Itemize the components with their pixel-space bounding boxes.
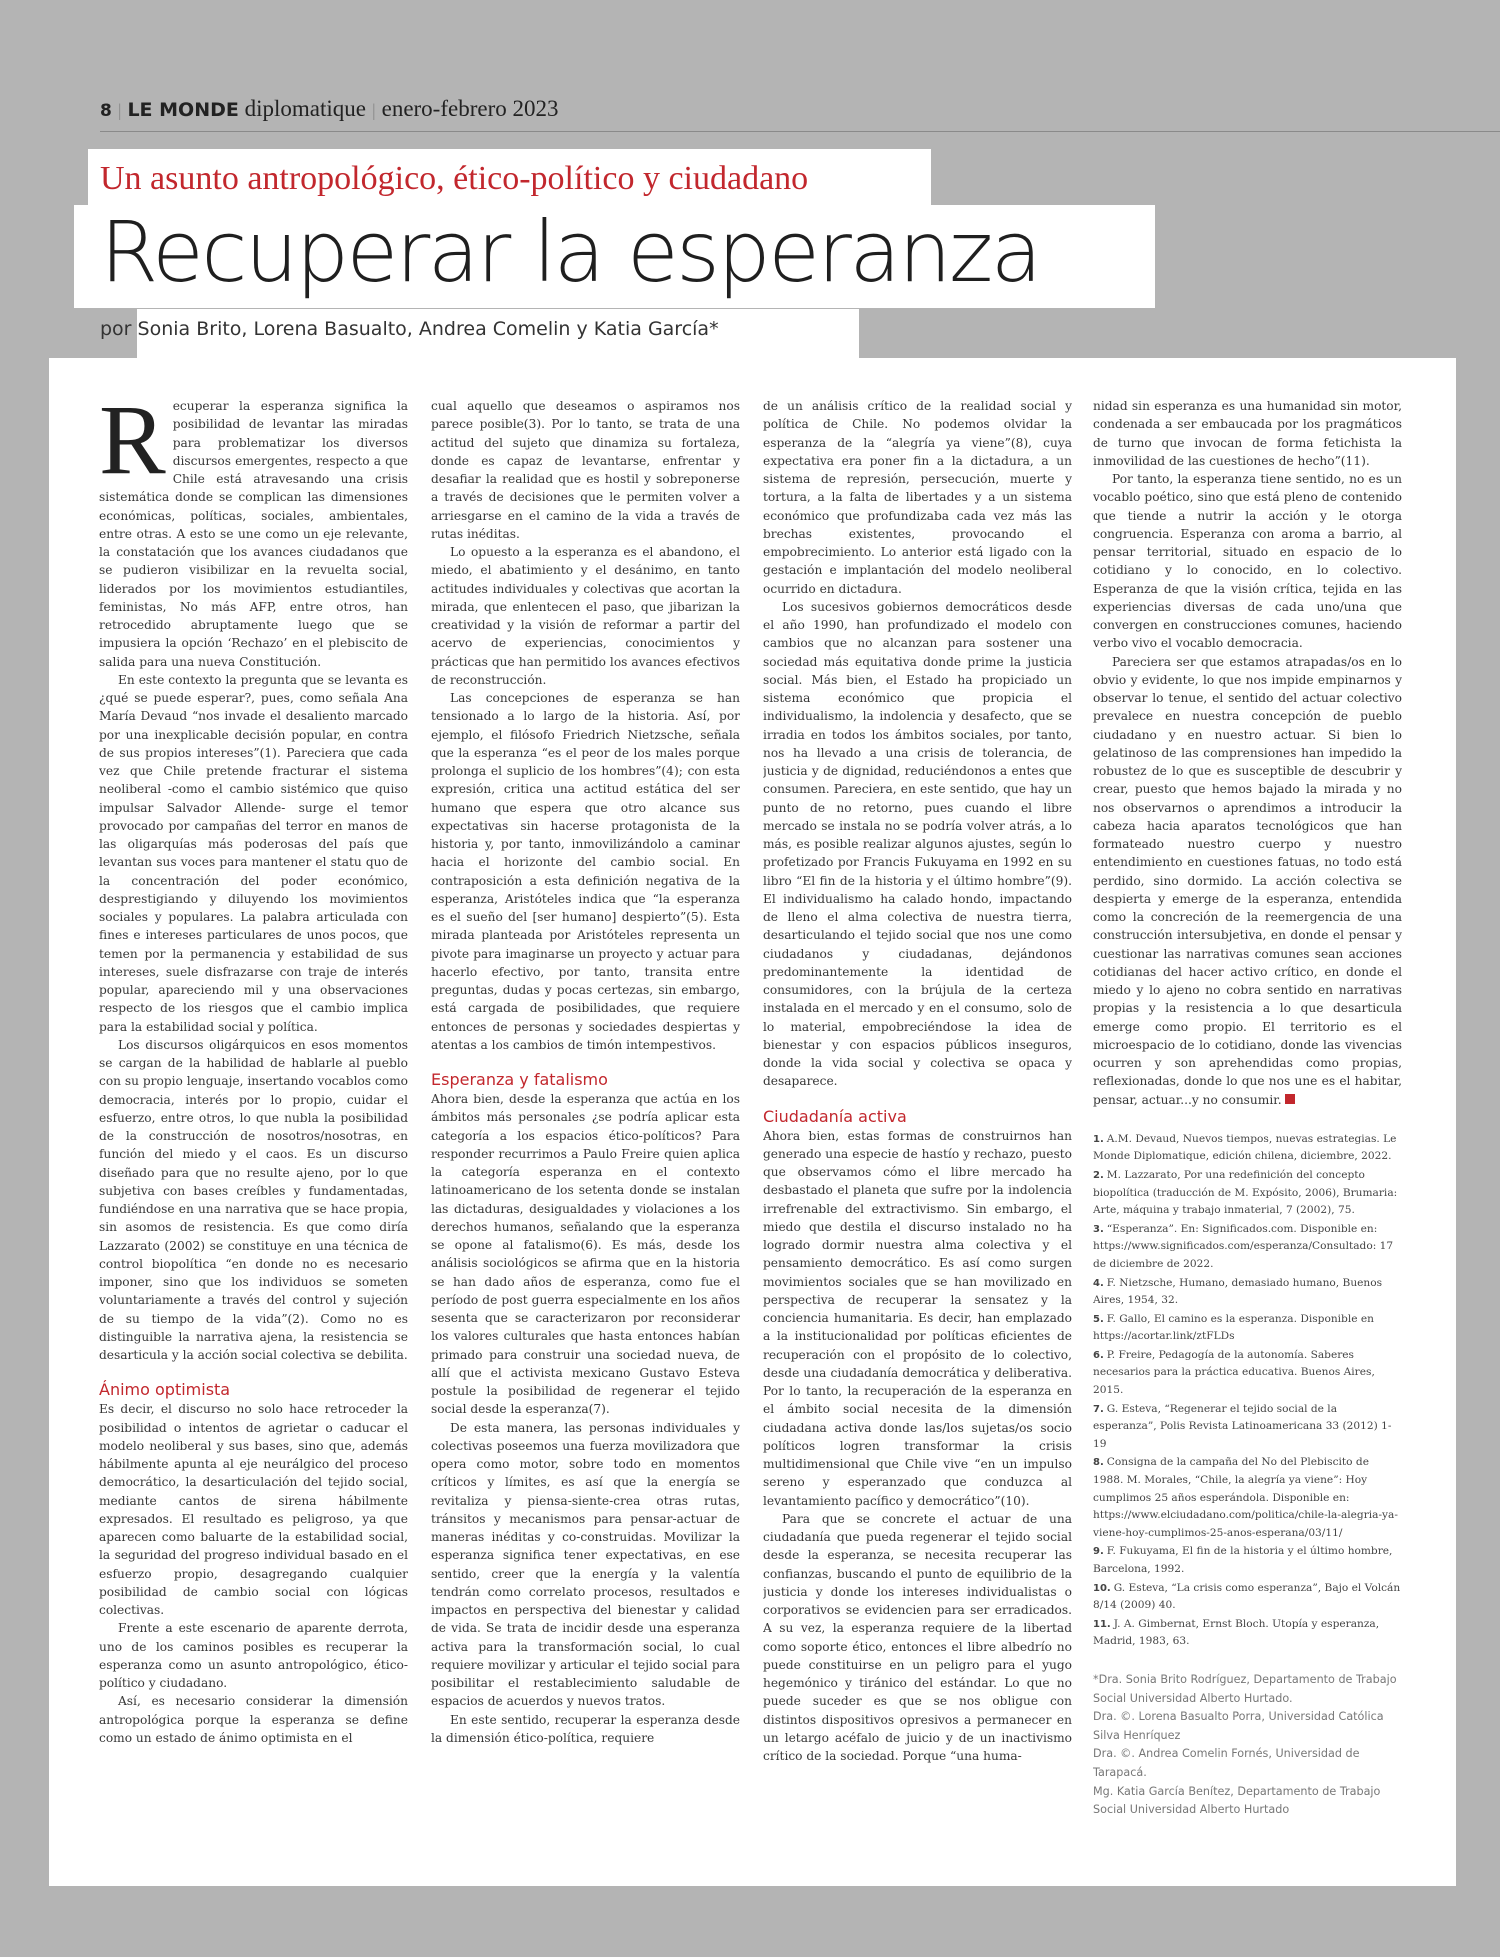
- footnote-text: M. Lazzarato, Por una redefinición del concepto biopolítica (traducción de M. Expósito, 2006), Brumaria: Arte, máquina y trabajo inmaterial, 7 (2002), 75.: [1093, 1168, 1398, 1217]
- body-paragraph: Recuperar la esperanza significa la posibilidad de levantar las miradas para problematizar los diversos discursos emergentes, respecto a que Chile está atravesando una crisis sistemática donde se complican las dimensiones económicas, políticas, sociales, ambientales, entre otras. A esto se une como un eje relevante, la constatación que los avances ciudadanos que se pudieron visibilizar en la revuelta social, liderados por los movimientos estudiantiles, feministas, No más AFP, entre otros, han retrocedido abruptamente luego que se impusiera la opción ‘Rechazo’ en el plebiscito de salida para una nueva Constitución.: [99, 397, 408, 669]
- end-mark: [1285, 1094, 1295, 1104]
- article-title: Recuperar la esperanza: [100, 203, 1040, 301]
- author-credit: Dra. ©. Lorena Basualto Porra, Universidad Católica Silva Henríquez: [1093, 1710, 1384, 1742]
- footnotes-list: [1093, 1131, 1402, 1651]
- body-paragraph: Es decir, el discurso no solo hace retroceder la posibilidad o intentos de agrietar o caducar el modelo neoliberal y sus bases, sino que, además hábilmente apunta al eje neurálgico del proceso democrático, la desarticulación del tejido social, mediante cantos de sirena hábilmente expresados. El resultado es peligroso, ya que aparecen como baluarte de la estabilidad social, la seguridad del progreso individual basado en el esfuerzo propio, desagregando cualquier posibilidad de cambio social con lógicas colectivas.: [99, 1402, 408, 1617]
- footnote-number: 11.: [1093, 1618, 1111, 1630]
- footnote-text: G. Esteva, “La crisis como esperanza”, Bajo el Volcán 8/14 (2009) 40.: [1093, 1581, 1401, 1612]
- issue-date: enero-febrero 2023: [381, 96, 559, 121]
- footnote-number: 5.: [1093, 1313, 1104, 1325]
- author-credits: [1093, 1671, 1402, 1820]
- page-number: 8: [100, 101, 112, 121]
- author-credit: *Dra. Sonia Brito Rodríguez, Departamento de Trabajo Social Universidad Alberto Hurtado.: [1093, 1672, 1397, 1705]
- body-paragraph: Para que se concrete el actuar de una ciudadanía que pueda regenerar el tejido social desde la esperanza, se necesita recuperar las confianzas, buscando el punto de equilibrio de la justicia y donde los intereses individualistas o corporativos se evidencien para ser erradicados. A su vez, la esperanza requiere de la libertad como soporte ético, entonces el libre albedrío no puede constituirse en un peligro para el yugo hegemónico y tiránico del estándar. Lo que no puede suceder es que se nos obligue con distintos dispositivos opresivos a permanecer en un letargo acéfalo de juicio y de un inactivismo crítico de la sociedad. Porque “una huma-: [763, 1511, 1072, 1763]
- footnote-item: [1093, 1221, 1402, 1274]
- footnote-text: J. A. Gimbernat, Ernst Bloch. Utopía y esperanza, Madrid, 1983, 63.: [1093, 1617, 1380, 1648]
- footnote-number: 8.: [1093, 1457, 1104, 1469]
- body-paragraph: de un análisis crítico de la realidad social y política de Chile. No podemos olvidar la esperanza de la “alegría ya viene”(8), cuya expectativa era poner fin a la dictadura, a un sistema de represión, persecución, muerte y tortura, a la falta de libertades y a un sistema económico que profundizaba cada vez más las brechas existentes, provocando el empobrecimiento. Lo anterior está ligado con la gestación e implantación del modelo neoliberal ocurrido en dictadura.: [763, 399, 1072, 596]
- section-heading: Ciudadanía activa: [763, 1106, 907, 1126]
- footnote-number: 6.: [1093, 1349, 1104, 1361]
- footnote-item: [1093, 1347, 1402, 1400]
- author-credit: Dra. ©. Andrea Comelin Fornés, Universidad de Tarapacá.: [1093, 1747, 1360, 1779]
- body-paragraph: En este contexto la pregunta que se levanta es ¿qué se puede esperar?, pues, como señala Ana María Devaud “nos invade el desaliento marcado por una inexplicable decisión popular, en contra de sus propios intereses”(1). Pareciera que cada vez que Chile pretende fracturar el sistema neoliberal -como el cambio sistémico que quiso impulsar Salvador Allende- surge el temor provocado por campañas del terror en manos de las oligarquías más poderosas del país que levantan sus voces para mantener el statu quo de la concentración del poder económico, desprestigiando y diluyendo los movimientos sociales y populares. La palabra articulada con fines e intereses particulares de unos pocos, que temen por la permanencia y estabilidad de sus intereses, suele disfrazarse con traje de interés popular, apareciendo mil y una observaciones respecto de los riesgos que el cambio implica para la estabilidad social y política.: [99, 672, 408, 1034]
- body-paragraph: Pareciera ser que estamos atrapadas/os en lo obvio y evidente, lo que nos impide empinarnos y observar lo tenue, el sentido del actuar colectivo prevalece en nuestra concepción de pueblo ciudadano y en nuestro actuar. Si bien lo gelatinoso de las comprensiones han impedido la robustez de lo que es susceptible de descubrir y crear, puesto que hemos bajado la mirada y no nos observarnos o aprendimos a introducir la cabeza hacia aparatos tecnológicos que han formateado nuestro cuerpo y nuestro entendimiento en cuestiones fatuas, no todo está perdido, sino dormido. La acción colectiva se despierta y emerge de la esperanza, entendida como la concreción de la reemergencia de una construcción intersubjetiva, en donde el pensar y cuestionar las narrativas comunes sean acciones cotidianas del hacer activo crítico, en donde el miedo y lo ajeno no cobra sentido en narrativas propias y la resistencia a lo que desarticula emerge como propio. El territorio es el microespacio de lo cotidiano, donde las vivencias ocurren y son aprehendidas como propias, reflexionadas, donde lo que nos une es el habitar, pensar, actuar...y no consumir.: [1093, 654, 1402, 1107]
- footnote-text: F. Nietzsche, Humano, demasiado humano, Buenos Aires, 1954, 32.: [1093, 1276, 1383, 1307]
- brand-name: LE MONDE: [127, 99, 239, 121]
- publication-name: diplomatique: [244, 96, 366, 121]
- footnote-text: A.M. Devaud, Nuevos tiempos, nuevas estrategias. Le Monde Diplomatique, edición chilena, diciembre, 2022.: [1093, 1132, 1397, 1163]
- text-column-2: [431, 397, 740, 1877]
- author-credit: Mg. Katia García Benítez, Departamento de Trabajo Social Universidad Alberto Hurtado: [1093, 1784, 1381, 1817]
- body-paragraph: Así, es necesario considerar la dimensión antropológica porque la esperanza se define como un estado de ánimo optimista en el: [99, 1694, 408, 1745]
- footnote-item: [1093, 1275, 1402, 1310]
- text-column-3: [763, 397, 1072, 1877]
- footnote-text: F. Gallo, El camino es la esperanza. Disponible en https://acortar.link/ztFLDs: [1093, 1312, 1374, 1343]
- footnote-text: P. Freire, Pedagogía de la autonomía. Saberes necesarios para la práctica educativa. Buenos Aires, 2015.: [1093, 1348, 1375, 1397]
- text-column-1: [99, 397, 408, 1877]
- body-paragraph: En este sentido, recuperar la esperanza desde la dimensión ético-política, requiere: [431, 1712, 740, 1745]
- footnote-number: 1.: [1093, 1133, 1104, 1145]
- body-paragraph: Por tanto, la esperanza tiene sentido, no es un vocablo poético, sino que está pleno de contenido que tiende a nutrir la acción y le otorga congruencia. Esperanza con aroma a barrio, al pensar territorial, situado en espacio de lo cotidiano y lo conocido, en lo colectivo. Esperanza de que la visión crítica, tejida en las experiencias diversas de cada uno/una que convergen en construcciones comunes, haciendo verbo vivo el vocablo democracia.: [1093, 472, 1402, 651]
- text-column-4: [1093, 397, 1402, 1877]
- footnote-item: [1093, 1131, 1402, 1166]
- drop-cap: R: [99, 397, 166, 495]
- article-kicker: Un asunto antropológico, ético-político y ciudadano: [100, 160, 809, 197]
- footnote-item: [1093, 1401, 1402, 1454]
- page-folio: 8 | LE MONDE diplomatique | enero-febrero 2023: [100, 96, 559, 121]
- body-paragraph: Lo opuesto a la esperanza es el abandono, el miedo, el abatimiento y el desánimo, en tanto actitudes individuales y colectivas que acortan la mirada, que enlentecen el paso, que jibarizan la creatividad y la visión de reformar a partir del acervo de experiencias, conocimientos y prácticas que han permitido los avances efectivos de reconstrucción.: [431, 545, 740, 687]
- footnote-item: [1093, 1167, 1402, 1220]
- body-paragraph: Frente a este escenario de aparente derrota, uno de los caminos posibles es recuperar la esperanza como un asunto antropológico, ético-político y ciudadano.: [99, 1621, 408, 1690]
- footnote-item: [1093, 1454, 1402, 1542]
- body-paragraph: Ahora bien, estas formas de construirnos han generado una especie de hastío y rechazo, puesto que observamos cómo el libre mercado ha desbastado el planeta que sufre por la indolencia irrefrenable del extractivismo. Sin embargo, el miedo que destila el discurso instalado no ha logrado dormir nuestra alma colectiva y el pensamiento democrático. Es así como surgen movimientos sociales que se han movilizado en perspectiva de recuperar la sensatez y la conciencia humanitaria. Es decir, han emplazado a la institucionalidad por políticas eficientes de recuperación con el propósito de lo colectivo, desde una ciudadanía democrática y deliberativa. Por lo tanto, la recuperación de la esperanza en el ámbito social necesita de la dimensión ciudadana activa donde las/los sujetas/os socio políticos logren transformar la crisis multidimensional que Chile vive “en un impulso sereno y esperanzado que conduzca al levantamiento pacífico y democrático”(10).: [763, 1128, 1072, 1508]
- body-paragraph: Los discursos oligárquicos en esos momentos se cargan de la habilidad de hablarle al pueblo con su propio lenguaje, insertando vocablos como democracia, interés por lo propio, cuidar el esfuerzo, entre otros, lo que nubla la posibilidad de la construcción de nosotros/nosotras, en función del miedo y el caos. Es un discurso diseñado para que no resulte ajeno, por lo que subjetiva con bases creíbles y fundamentadas, fundiéndose en una narrativa que se hace propia, sin asomos de resistencia. Es que como diría Lazzarato (2002) se constituye en una técnica de control biopolítica “en donde no es necesario imponer, sino que los individuos se someten voluntariamente a través del control y sujeción de su tiempo de la vida”(2). Como no es distinguible la narrativa ajena, la resistencia se desarticula y la acción social colectiva se debilita.: [99, 1037, 408, 1362]
- footnote-number: 2.: [1093, 1169, 1104, 1181]
- footnote-text: G. Esteva, “Regenerar el tejido social de la esperanza”, Polis Revista Latinoamericana 33 (2012) 1-19: [1093, 1402, 1392, 1450]
- footnote-item: [1093, 1580, 1402, 1615]
- body-paragraph: Los sucesivos gobiernos democráticos desde el año 1990, han profundizado el modelo con cambios que no alcanzan para sostener una sociedad más equitativa donde prime la justicia social. Más bien, el Estado ha propiciado un sistema económico que propicia el individualismo, la indolencia y desafecto, que se irradia en todos los ámbitos sociales, por tanto, nos ha llevado a una crisis de tolerancia, de justicia y de dignidad, reduciéndonos a entes que consumen. Pareciera, en este sentido, que hay un punto de no retorno, pues cuando el libre mercado se instala no se podría volver atrás, a lo más, es posible realizar algunos ajustes, según lo profetizado por Francis Fukuyama en 1992 en su libro “El fin de la historia y el último hombre”(9). El individualismo ha calado hondo, impactando de lleno el alma colectiva de nuestra tierra, desarticulando el tejido social que nos une como ciudadanos y ciudadanas, dejándonos predominantemente la identidad de consumidores, con la brújula de la certeza instalada en el mercado y en el consumo, solo de lo material, empobreciéndose la idea de bienestar y con espacios públicos inseguros, donde la vida social y colectiva se opaca y desaparece.: [763, 599, 1072, 1089]
- footnote-text: F. Fukuyama, El fin de la historia y el último hombre, Barcelona, 1992.: [1093, 1545, 1393, 1575]
- footnote-number: 9.: [1093, 1546, 1104, 1558]
- body-paragraph: nidad sin esperanza es una humanidad sin motor, condenada a ser embaucada por los pragmáticos de turno que invocan de forma fetichista la inmovilidad de las cuestiones de hecho”(11).: [1093, 399, 1402, 468]
- footnote-number: 7.: [1093, 1403, 1104, 1415]
- body-paragraph: Las concepciones de esperanza se han tensionado a lo largo de la historia. Así, por ejemplo, el filósofo Friedrich Nietzsche, señala que la esperanza “es el peor de los males porque prolonga el suplicio de los hombres”(4); con esta expresión, critica una actitud estática del ser humano que espera que otro alcance sus expectativas sin hacerse protagonista de la historia y, por tanto, inmovilizándolo a caminar hacia el horizonte del cambio social. En contraposición a esta definición negativa de la esperanza, Aristóteles indica que “la esperanza es el sueño del [ser humano] despierto”(5). Esta mirada planteada por Aristóteles representa un pivote para imaginarse un proyecto y actuar para hacerlo efectivo, por tanto, transita entre preguntas, dudas y pocas certezas, sin embargo, está cargada de posibilidades, que requiere entonces de personas y sociedades despiertas y atentas a los cambios de timón intempestivos.: [431, 691, 740, 1052]
- footnote-number: 10.: [1093, 1582, 1111, 1594]
- section-heading: Ánimo optimista: [99, 1380, 231, 1400]
- body-paragraph: De esta manera, las personas individuales y colectivas poseemos una fuerza movilizadora que opera como motor, sobre todo en momentos críticos y límites, es así que la energía se revitaliza y piensa-siente-crea otras rutas, tránsitos y mecanismos para pensar-actuar de maneras inéditas y co-construidas. Movilizar la esperanza significa tener expectativas, en ese sentido, creer que la energía y la valentía tendrán como correlato procesos, resultados e impactos en perspectiva del bienestar y calidad de vida. Se trata de incidir desde una esperanza activa para la transformación social, lo cual requiere movilizar y articular el tejido social para posibilitar el restablecimiento saludable de espacios de acuerdos y nuevos tratos.: [431, 1420, 740, 1709]
- body-paragraph: Ahora bien, desde la esperanza que actúa en los ámbitos más personales ¿se podría aplicar esta categoría a los espacios ético-políticos? Para responder recurrimos a Paulo Freire quien aplica la categoría esperanza en el contexto latinoamericano de los setenta donde se instalan las dictaduras, desigualdades y violaciones a los derechos humanos, señalando que la esperanza se opone al fatalismo(6). Es más, desde los análisis sociológicos se afirma que en la historia se han dado años de esperanza, como fue el período de post guerra especialmente en los años sesenta que se caracterizaron por reconsiderar los valores culturales que hasta entonces habían primado para construir una sociedad nueva, de allí que el activista mexicano Gustavo Esteva postule la posibilidad de regenerar el tejido social desde la esperanza(7).: [431, 1092, 740, 1417]
- header-divider: [100, 131, 1500, 132]
- body-paragraph: cual aquello que deseamos o aspiramos nos parece posible(3). Por lo tanto, se trata de una actitud del sujeto que dinamiza su fortaleza, donde es capaz de levantarse, enfrentar y desafiar la realidad que es hostil y sobreponerse a través de decisiones que le permiten volver a arriesgarse en el camino de la vida a través de rutas inéditas.: [431, 399, 740, 541]
- footnote-number: 4.: [1093, 1277, 1104, 1289]
- footnote-item: [1093, 1311, 1402, 1346]
- footnote-item: [1093, 1543, 1402, 1578]
- article-byline: por Sonia Brito, Lorena Basualto, Andrea Comelin y Katia García*: [100, 318, 719, 340]
- footnote-text: “Esperanza”. En: Significados.com. Disponible en: https://www.significados.com/esperanza/Consultado: 17 de diciembre de 2022.: [1093, 1222, 1394, 1270]
- footnote-item: [1093, 1616, 1402, 1651]
- footnote-text: Consigna de la campaña del No del Plebiscito de 1988. M. Morales, “Chile, la alegría ya viene”: Hoy cumplimos 25 años esperándola. Disponible en: https://www.elciudadano.com/politica/chile-la-alegria-ya-viene-hoy-cumplimos-25-anos-esperana/03/11/: [1093, 1456, 1398, 1539]
- section-heading: Esperanza y fatalismo: [431, 1070, 608, 1089]
- footnote-number: 3.: [1093, 1223, 1104, 1235]
